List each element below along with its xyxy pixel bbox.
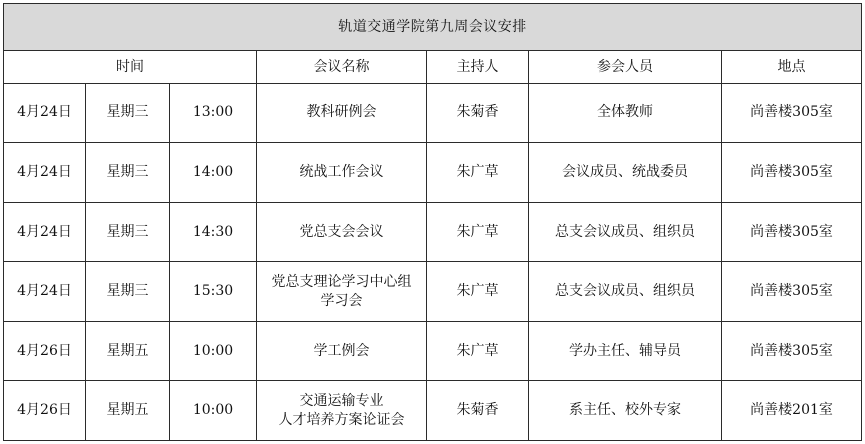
meeting-date: 4月24日: [4, 202, 86, 262]
meeting-participants: 系主任、校外专家: [529, 381, 722, 441]
meeting-name: [257, 381, 427, 441]
table-row: [4, 262, 862, 322]
meeting-name-line1: 交通运输专业: [299, 392, 384, 409]
header-location: 地点: [722, 51, 862, 83]
meeting-location: 尚善楼305室: [722, 143, 862, 203]
meeting-weekday: 星期三: [86, 143, 170, 203]
meeting-name-line1: 教科研例会: [306, 104, 377, 121]
meeting-time: 10:00: [170, 321, 257, 381]
table-row: [4, 83, 862, 143]
meeting-weekday: 星期三: [86, 262, 170, 322]
meeting-name-line1: 统战工作会议: [299, 164, 384, 180]
meeting-time: 14:00: [170, 143, 257, 203]
meeting-name-line1: 党总支理论学习中心组: [271, 273, 412, 290]
meeting-weekday: 星期三: [86, 202, 170, 262]
header-time: 时间: [4, 51, 257, 83]
header-meeting-name: 会议名称: [257, 51, 427, 83]
meeting-date: 4月24日: [4, 143, 86, 203]
meeting-host: 朱广草: [427, 321, 529, 381]
meeting-name-line2: 学习会: [320, 292, 363, 309]
meeting-host: 朱菊香: [427, 83, 529, 143]
meeting-weekday: 星期三: [86, 83, 170, 143]
meeting-participants: 总支会议成员、组织员: [529, 202, 722, 262]
table-row: [4, 202, 862, 262]
meeting-participants: 总支会议成员、组织员: [529, 262, 722, 322]
meeting-date: 4月24日: [4, 262, 86, 322]
meeting-time: 10:00: [170, 381, 257, 441]
meeting-weekday: 星期五: [86, 321, 170, 381]
table-row: [4, 381, 862, 441]
meeting-date: 4月24日: [4, 83, 86, 143]
meeting-time: 15:30: [170, 262, 257, 322]
header-row: [4, 51, 862, 83]
meeting-host: 朱广草: [427, 262, 529, 322]
meeting-name: [257, 143, 427, 203]
meeting-host: 朱菊香: [427, 381, 529, 441]
meeting-location: 尚善楼305室: [722, 83, 862, 143]
meeting-host: 朱广草: [427, 143, 529, 203]
meeting-participants: 会议成员、统战委员: [529, 143, 722, 203]
table-row: [4, 321, 862, 381]
header-host: 主持人: [427, 51, 529, 83]
meeting-name: [257, 321, 427, 381]
meeting-date: 4月26日: [4, 381, 86, 441]
meeting-participants: 学办主任、辅导员: [529, 321, 722, 381]
table-title: 轨道交通学院第九周会议安排: [4, 4, 862, 51]
table-row: [4, 143, 862, 203]
meeting-name: [257, 83, 427, 143]
meeting-date: 4月26日: [4, 321, 86, 381]
meeting-name-line1: 党总支会会议: [299, 223, 384, 240]
meeting-time: 14:30: [170, 202, 257, 262]
meeting-host: 朱广草: [427, 202, 529, 262]
meeting-schedule-table: [3, 3, 862, 441]
meeting-location: 尚善楼305室: [722, 321, 862, 381]
meeting-name: [257, 202, 427, 262]
meeting-location: 尚善楼201室: [722, 381, 862, 441]
meeting-participants: 全体教师: [529, 83, 722, 143]
meeting-weekday: 星期五: [86, 381, 170, 441]
meeting-name: [257, 262, 427, 322]
header-participants: 参会人员: [529, 51, 722, 83]
title-row: [4, 4, 862, 51]
meeting-time: 13:00: [170, 83, 257, 143]
meeting-location: 尚善楼305室: [722, 262, 862, 322]
meeting-name-line1: 学工例会: [313, 342, 370, 359]
meeting-location: 尚善楼305室: [722, 202, 862, 262]
meeting-name-line2: 人才培养方案论证会: [278, 411, 405, 428]
